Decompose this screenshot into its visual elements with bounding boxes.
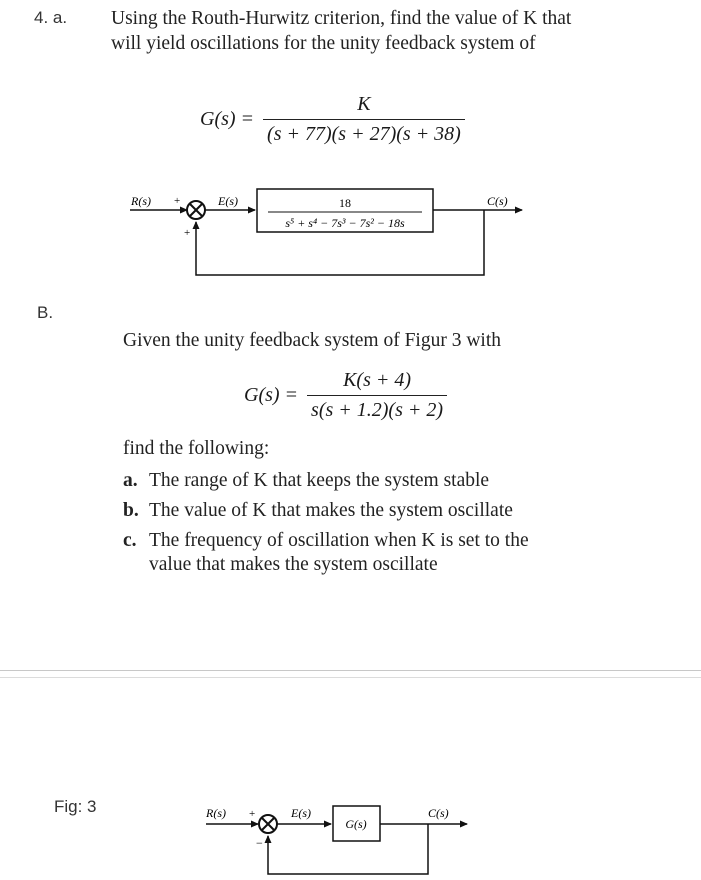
summing-junction [259,815,277,833]
list-item [123,499,603,523]
list-item [123,529,603,577]
plus-sign-top: + [174,195,181,207]
item-letter: a. [123,470,138,491]
section-divider [0,670,701,671]
plus-sign: + [249,808,256,820]
tf-denominator: s⁵ + s⁴ − 7s³ − 7s² − 18s [285,216,405,230]
section-divider [0,677,701,678]
equation-denominator: s(s + 1.2)(s + 2) [307,395,447,422]
summing-junction [187,201,205,219]
item-letter: c. [123,530,137,551]
transfer-function-equation-b [244,369,447,422]
error-label: E(s) [291,806,311,820]
item-continuation: value that makes the system oscillate [149,554,438,575]
question-4a-label: 4. a. [34,8,68,27]
tf-numerator: 18 [339,196,351,210]
question-b-label: B. [37,303,54,322]
item-text: The value of K that makes the system oscillate [149,500,513,521]
block-label: G(s) [345,817,367,831]
block-diagram-4a [0,180,701,285]
item-letter: b. [123,500,139,521]
output-label: C(s) [487,194,508,208]
equation-denominator: (s + 77)(s + 27)(s + 38) [263,119,465,146]
minus-sign: − [256,836,263,850]
find-heading: find the following: [123,438,270,459]
input-label: R(s) [131,194,151,208]
equation-lhs: G(s) = [200,108,255,130]
equation-lhs: G(s) = [244,384,299,406]
transfer-function-equation-4a [200,93,465,146]
error-label: E(s) [218,194,238,208]
input-label: R(s) [206,806,226,820]
question-4a-text: Using the Routh-Hurwitz criterion, find the value of K that will yield oscillations for the unity feedback system of [111,8,572,54]
plus-sign-bottom: + [184,227,191,239]
block-diagram-fig3 [0,795,701,880]
equation-numerator: K(s + 4) [343,369,412,391]
output-label: C(s) [428,806,449,820]
question-b-intro: Given the unity feedback system of Figur 3 with [123,330,502,351]
item-text: The range of K that keeps the system stable [149,470,490,491]
item-text: The frequency of oscillation when K is set to the [149,530,529,551]
equation-numerator: K [357,93,371,115]
equation-fraction [263,93,465,146]
equation-fraction [307,369,447,422]
list-item [123,469,603,493]
figure-label: Fig: 3 [54,797,97,816]
